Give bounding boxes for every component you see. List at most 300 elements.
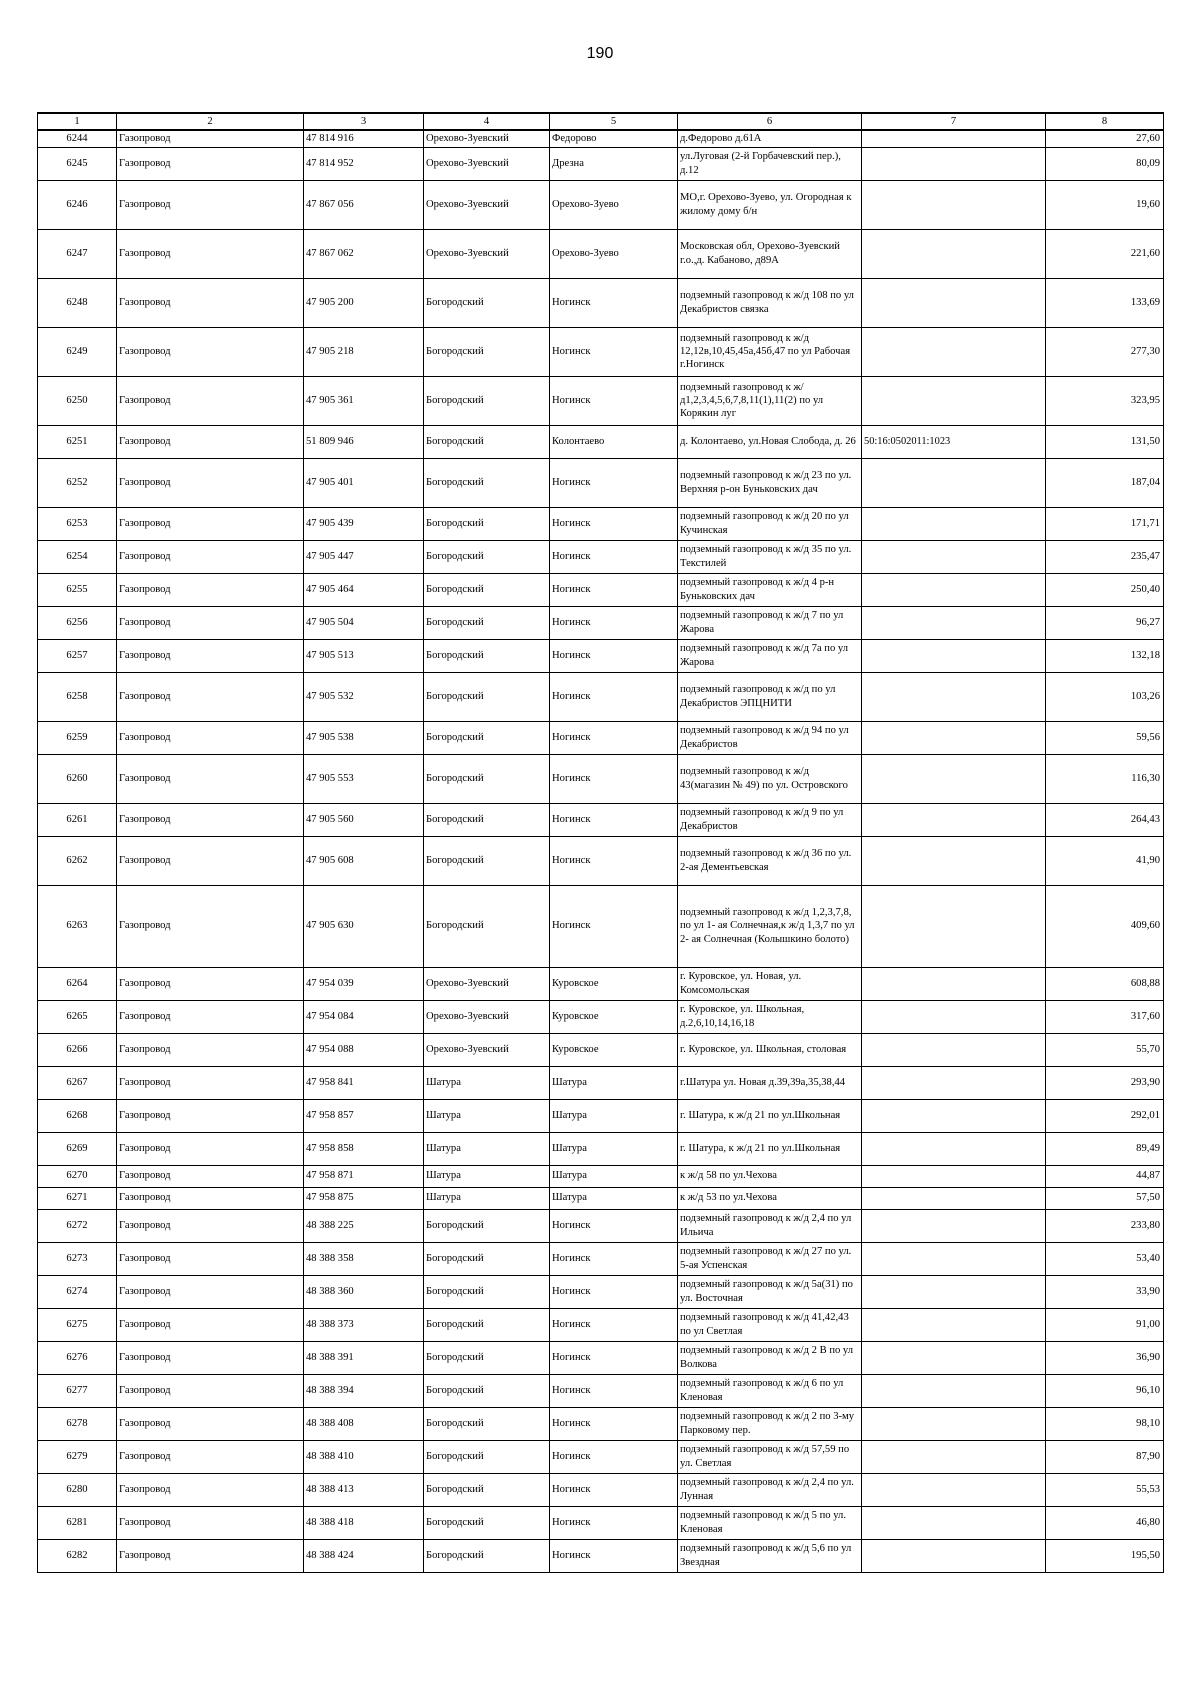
row-number: 6250 <box>38 376 117 425</box>
column-header-row <box>38 113 1164 130</box>
table-row <box>38 425 1164 458</box>
district: Шатура <box>424 1099 550 1132</box>
object-code: 48 388 358 <box>304 1242 424 1275</box>
row-number: 6270 <box>38 1165 117 1187</box>
object-type: Газопровод <box>117 1066 304 1099</box>
district: Богородский <box>424 803 550 836</box>
table-row <box>38 1132 1164 1165</box>
row-number: 6246 <box>38 180 117 229</box>
cadastral-number <box>862 1539 1046 1572</box>
cadastral-number <box>862 1132 1046 1165</box>
object-type: Газопровод <box>117 1000 304 1033</box>
table-row <box>38 885 1164 967</box>
object-code: 48 388 418 <box>304 1506 424 1539</box>
object-code: 48 388 360 <box>304 1275 424 1308</box>
object-type: Газопровод <box>117 425 304 458</box>
cadastral-number <box>862 130 1046 147</box>
cadastral-number <box>862 1165 1046 1187</box>
cadastral-number <box>862 1440 1046 1473</box>
object-code: 47 905 439 <box>304 507 424 540</box>
table-row <box>38 147 1164 180</box>
locality: Шатура <box>550 1132 678 1165</box>
address: подземный газопровод к ж/д 108 по ул Декабристов связка <box>678 278 862 327</box>
length-value: 233,80 <box>1046 1209 1164 1242</box>
table-row <box>38 967 1164 1000</box>
cadastral-number <box>862 147 1046 180</box>
locality: Ногинск <box>550 376 678 425</box>
cadastral-number <box>862 180 1046 229</box>
district: Богородский <box>424 1308 550 1341</box>
row-number: 6267 <box>38 1066 117 1099</box>
cadastral-number <box>862 1506 1046 1539</box>
length-value: 292,01 <box>1046 1099 1164 1132</box>
table-row <box>38 507 1164 540</box>
row-number: 6252 <box>38 458 117 507</box>
district: Богородский <box>424 425 550 458</box>
object-code: 47 814 952 <box>304 147 424 180</box>
district: Богородский <box>424 1275 550 1308</box>
locality: Ногинск <box>550 1209 678 1242</box>
object-code: 48 388 410 <box>304 1440 424 1473</box>
row-number: 6264 <box>38 967 117 1000</box>
object-type: Газопровод <box>117 327 304 376</box>
district: Орехово-Зуевский <box>424 967 550 1000</box>
object-type: Газопровод <box>117 229 304 278</box>
locality: Ногинск <box>550 327 678 376</box>
object-type: Газопровод <box>117 130 304 147</box>
cadastral-number <box>862 376 1046 425</box>
address: г.Шатура ул. Новая д.39,39а,35,38,44 <box>678 1066 862 1099</box>
address: МО,г. Орехово-Зуево, ул. Огородная к жилому дому б/н <box>678 180 862 229</box>
table-row <box>38 1099 1164 1132</box>
row-number: 6271 <box>38 1187 117 1209</box>
length-value: 96,10 <box>1046 1374 1164 1407</box>
table-row <box>38 1473 1164 1506</box>
length-value: 87,90 <box>1046 1440 1164 1473</box>
address: подземный газопровод к ж/д 35 по ул. Текстилей <box>678 540 862 573</box>
address: подземный газопровод к ж/д 2,4 по ул. Лунная <box>678 1473 862 1506</box>
locality: Ногинск <box>550 1374 678 1407</box>
district: Шатура <box>424 1187 550 1209</box>
cadastral-number: 50:16:0502011:1023 <box>862 425 1046 458</box>
object-type: Газопровод <box>117 1374 304 1407</box>
object-type: Газопровод <box>117 1209 304 1242</box>
object-code: 47 905 553 <box>304 754 424 803</box>
cadastral-number <box>862 1275 1046 1308</box>
table-row <box>38 721 1164 754</box>
object-code: 47 954 088 <box>304 1033 424 1066</box>
object-code: 48 388 413 <box>304 1473 424 1506</box>
locality: Ногинск <box>550 1539 678 1572</box>
row-number: 6273 <box>38 1242 117 1275</box>
object-type: Газопровод <box>117 1132 304 1165</box>
cadastral-number <box>862 1187 1046 1209</box>
address: подземный газопровод к ж/д 2 В по ул Волкова <box>678 1341 862 1374</box>
district: Богородский <box>424 1209 550 1242</box>
cadastral-number <box>862 573 1046 606</box>
address: подземный газопровод к ж/д 1,2,3,7,8, по ул 1- ая Солнечная,к ж/д 1,3,7 по ул 2- ая Солнечная (Колышкино болото) <box>678 885 862 967</box>
address: подземный газопровод к ж/д 36 по ул. 2-ая Дементьевская <box>678 836 862 885</box>
object-type: Газопровод <box>117 147 304 180</box>
column-header: 7 <box>862 113 1046 130</box>
length-value: 59,56 <box>1046 721 1164 754</box>
table-row <box>38 1341 1164 1374</box>
address: г. Шатура, к ж/д 21 по ул.Школьная <box>678 1132 862 1165</box>
length-value: 55,53 <box>1046 1473 1164 1506</box>
cadastral-number <box>862 836 1046 885</box>
locality: Ногинск <box>550 1242 678 1275</box>
object-type: Газопровод <box>117 180 304 229</box>
row-number: 6275 <box>38 1308 117 1341</box>
table-row <box>38 458 1164 507</box>
district: Богородский <box>424 540 550 573</box>
district: Орехово-Зуевский <box>424 180 550 229</box>
row-number: 6263 <box>38 885 117 967</box>
length-value: 80,09 <box>1046 147 1164 180</box>
district: Богородский <box>424 885 550 967</box>
column-header: 3 <box>304 113 424 130</box>
row-number: 6277 <box>38 1374 117 1407</box>
cadastral-number <box>862 1341 1046 1374</box>
length-value: 44,87 <box>1046 1165 1164 1187</box>
object-type: Газопровод <box>117 1308 304 1341</box>
district: Богородский <box>424 278 550 327</box>
district: Богородский <box>424 573 550 606</box>
table-row <box>38 180 1164 229</box>
row-number: 6272 <box>38 1209 117 1242</box>
table-row <box>38 1440 1164 1473</box>
district: Орехово-Зуевский <box>424 1000 550 1033</box>
row-number: 6260 <box>38 754 117 803</box>
object-type: Газопровод <box>117 803 304 836</box>
length-value: 89,49 <box>1046 1132 1164 1165</box>
row-number: 6254 <box>38 540 117 573</box>
district: Орехово-Зуевский <box>424 147 550 180</box>
table-row <box>38 1165 1164 1187</box>
row-number: 6279 <box>38 1440 117 1473</box>
locality: Шатура <box>550 1066 678 1099</box>
district: Богородский <box>424 1407 550 1440</box>
address: к ж/д 58 по ул.Чехова <box>678 1165 862 1187</box>
length-value: 98,10 <box>1046 1407 1164 1440</box>
address: г. Куровское, ул. Новая, ул. Комсомольская <box>678 967 862 1000</box>
length-value: 33,90 <box>1046 1275 1164 1308</box>
row-number: 6281 <box>38 1506 117 1539</box>
object-type: Газопровод <box>117 1539 304 1572</box>
locality: Ногинск <box>550 672 678 721</box>
locality: Ногинск <box>550 639 678 672</box>
table-row <box>38 1275 1164 1308</box>
table-row <box>38 1539 1164 1572</box>
table-body <box>38 130 1164 1572</box>
locality: Ногинск <box>550 507 678 540</box>
object-code: 47 905 447 <box>304 540 424 573</box>
length-value: 250,40 <box>1046 573 1164 606</box>
row-number: 6245 <box>38 147 117 180</box>
cadastral-number <box>862 1000 1046 1033</box>
object-code: 48 388 225 <box>304 1209 424 1242</box>
address: подземный газопровод к ж/д 5а(31) по ул. Восточная <box>678 1275 862 1308</box>
object-type: Газопровод <box>117 1275 304 1308</box>
address: подземный газопровод к ж/д 27 по ул. 5-ая Успенская <box>678 1242 862 1275</box>
row-number: 6276 <box>38 1341 117 1374</box>
table-row <box>38 1209 1164 1242</box>
cadastral-number <box>862 754 1046 803</box>
cadastral-number <box>862 1066 1046 1099</box>
length-value: 91,00 <box>1046 1308 1164 1341</box>
column-header: 5 <box>550 113 678 130</box>
district: Орехово-Зуевский <box>424 1033 550 1066</box>
length-value: 53,40 <box>1046 1242 1164 1275</box>
locality: Ногинск <box>550 573 678 606</box>
cadastral-number <box>862 1099 1046 1132</box>
column-header: 1 <box>38 113 117 130</box>
object-type: Газопровод <box>117 672 304 721</box>
cadastral-number <box>862 1374 1046 1407</box>
length-value: 19,60 <box>1046 180 1164 229</box>
object-code: 47 905 608 <box>304 836 424 885</box>
table-row <box>38 573 1164 606</box>
locality: Ногинск <box>550 836 678 885</box>
address: Московская обл, Орехово-Зуевский г.о.,д. Кабаново, д89А <box>678 229 862 278</box>
object-code: 47 954 084 <box>304 1000 424 1033</box>
cadastral-number <box>862 327 1046 376</box>
address: г. Куровское, ул. Школьная, д.2,6,10,14,16,18 <box>678 1000 862 1033</box>
locality: Ногинск <box>550 1407 678 1440</box>
row-number: 6262 <box>38 836 117 885</box>
row-number: 6265 <box>38 1000 117 1033</box>
length-value: 27,60 <box>1046 130 1164 147</box>
object-type: Газопровод <box>117 1165 304 1187</box>
row-number: 6249 <box>38 327 117 376</box>
object-code: 48 388 408 <box>304 1407 424 1440</box>
row-number: 6266 <box>38 1033 117 1066</box>
locality: Ногинск <box>550 278 678 327</box>
object-code: 47 954 039 <box>304 967 424 1000</box>
length-value: 221,60 <box>1046 229 1164 278</box>
length-value: 116,30 <box>1046 754 1164 803</box>
object-type: Газопровод <box>117 836 304 885</box>
locality: Ногинск <box>550 606 678 639</box>
locality: Куровское <box>550 967 678 1000</box>
cadastral-number <box>862 540 1046 573</box>
object-type: Газопровод <box>117 1341 304 1374</box>
address: подземный газопровод к ж/д 2 по 3-му Парковому пер. <box>678 1407 862 1440</box>
table-row <box>38 376 1164 425</box>
row-number: 6244 <box>38 130 117 147</box>
locality: Ногинск <box>550 721 678 754</box>
row-number: 6259 <box>38 721 117 754</box>
locality: Ногинск <box>550 1341 678 1374</box>
district: Богородский <box>424 836 550 885</box>
object-type: Газопровод <box>117 885 304 967</box>
object-type: Газопровод <box>117 1506 304 1539</box>
length-value: 41,90 <box>1046 836 1164 885</box>
object-type: Газопровод <box>117 1440 304 1473</box>
row-number: 6256 <box>38 606 117 639</box>
length-value: 277,30 <box>1046 327 1164 376</box>
address: подземный газопровод к ж/д 57,59 по ул. Светлая <box>678 1440 862 1473</box>
table-row <box>38 1242 1164 1275</box>
object-code: 47 905 532 <box>304 672 424 721</box>
table-row <box>38 540 1164 573</box>
cadastral-number <box>862 672 1046 721</box>
object-type: Газопровод <box>117 606 304 639</box>
district: Шатура <box>424 1165 550 1187</box>
object-code: 47 905 538 <box>304 721 424 754</box>
table-row <box>38 803 1164 836</box>
cadastral-number <box>862 803 1046 836</box>
cadastral-number <box>862 229 1046 278</box>
length-value: 187,04 <box>1046 458 1164 507</box>
table-row <box>38 1187 1164 1209</box>
row-number: 6282 <box>38 1539 117 1572</box>
object-code: 47 905 361 <box>304 376 424 425</box>
row-number: 6280 <box>38 1473 117 1506</box>
object-type: Газопровод <box>117 278 304 327</box>
row-number: 6251 <box>38 425 117 458</box>
object-type: Газопровод <box>117 1407 304 1440</box>
locality: Колонтаево <box>550 425 678 458</box>
district: Богородский <box>424 376 550 425</box>
length-value: 103,26 <box>1046 672 1164 721</box>
page-number: 190 <box>586 45 614 62</box>
cadastral-number <box>862 967 1046 1000</box>
table-row <box>38 1506 1164 1539</box>
object-code: 47 867 062 <box>304 229 424 278</box>
object-type: Газопровод <box>117 1473 304 1506</box>
address: подземный газопровод к ж/д1,2,3,4,5,6,7,8,11(1),11(2) по ул Корякин луг <box>678 376 862 425</box>
table-row <box>38 1407 1164 1440</box>
row-number: 6268 <box>38 1099 117 1132</box>
cadastral-number <box>862 639 1046 672</box>
district: Богородский <box>424 639 550 672</box>
length-value: 608,88 <box>1046 967 1164 1000</box>
table-row <box>38 1066 1164 1099</box>
district: Богородский <box>424 1539 550 1572</box>
locality: Федорово <box>550 130 678 147</box>
cadastral-number <box>862 606 1046 639</box>
row-number: 6247 <box>38 229 117 278</box>
locality: Ногинск <box>550 458 678 507</box>
object-code: 47 958 871 <box>304 1165 424 1187</box>
address: подземный газопровод к ж/д 7 по ул Жарова <box>678 606 862 639</box>
address: подземный газопровод к ж/д 43(магазин № 49) по ул. Островского <box>678 754 862 803</box>
length-value: 235,47 <box>1046 540 1164 573</box>
address: подземный газопровод к ж/д 7а по ул Жарова <box>678 639 862 672</box>
locality: Ногинск <box>550 885 678 967</box>
length-value: 264,43 <box>1046 803 1164 836</box>
object-code: 47 958 857 <box>304 1099 424 1132</box>
table-row <box>38 606 1164 639</box>
row-number: 6261 <box>38 803 117 836</box>
length-value: 133,69 <box>1046 278 1164 327</box>
object-type: Газопровод <box>117 1099 304 1132</box>
district: Орехово-Зуевский <box>424 130 550 147</box>
district: Богородский <box>424 606 550 639</box>
row-number: 6278 <box>38 1407 117 1440</box>
object-type: Газопровод <box>117 639 304 672</box>
cadastral-number <box>862 278 1046 327</box>
cadastral-number <box>862 1473 1046 1506</box>
address: подземный газопровод к ж/д 6 по ул Кленовая <box>678 1374 862 1407</box>
row-number: 6253 <box>38 507 117 540</box>
district: Богородский <box>424 458 550 507</box>
table-row <box>38 836 1164 885</box>
object-code: 48 388 373 <box>304 1308 424 1341</box>
object-code: 47 814 916 <box>304 130 424 147</box>
object-code: 48 388 424 <box>304 1539 424 1572</box>
table-row <box>38 130 1164 147</box>
district: Богородский <box>424 721 550 754</box>
object-type: Газопровод <box>117 458 304 507</box>
locality: Шатура <box>550 1099 678 1132</box>
locality: Ногинск <box>550 1506 678 1539</box>
table-row <box>38 754 1164 803</box>
object-code: 51 809 946 <box>304 425 424 458</box>
address: д. Колонтаево, ул.Новая Слобода, д. 26 <box>678 425 862 458</box>
object-code: 48 388 394 <box>304 1374 424 1407</box>
column-header: 2 <box>117 113 304 130</box>
length-value: 323,95 <box>1046 376 1164 425</box>
row-number: 6248 <box>38 278 117 327</box>
locality: Ногинск <box>550 1275 678 1308</box>
length-value: 195,50 <box>1046 1539 1164 1572</box>
address: подземный газопровод к ж/д 2,4 по ул Ильича <box>678 1209 862 1242</box>
length-value: 96,27 <box>1046 606 1164 639</box>
table-row <box>38 327 1164 376</box>
locality: Ногинск <box>550 1473 678 1506</box>
object-code: 47 905 218 <box>304 327 424 376</box>
locality: Куровское <box>550 1033 678 1066</box>
address: подземный газопровод к ж/д 94 по ул Декабристов <box>678 721 862 754</box>
cadastral-number <box>862 1308 1046 1341</box>
row-number: 6274 <box>38 1275 117 1308</box>
locality: Ногинск <box>550 803 678 836</box>
table-row <box>38 229 1164 278</box>
object-type: Газопровод <box>117 721 304 754</box>
object-code: 47 958 841 <box>304 1066 424 1099</box>
length-value: 409,60 <box>1046 885 1164 967</box>
table-row <box>38 1308 1164 1341</box>
column-header: 6 <box>678 113 862 130</box>
object-code: 47 905 464 <box>304 573 424 606</box>
district: Орехово-Зуевский <box>424 229 550 278</box>
district: Шатура <box>424 1066 550 1099</box>
address: подземный газопровод к ж/д по ул Декабристов ЭПЦНИТИ <box>678 672 862 721</box>
object-type: Газопровод <box>117 507 304 540</box>
length-value: 131,50 <box>1046 425 1164 458</box>
object-code: 47 958 858 <box>304 1132 424 1165</box>
object-code: 47 905 513 <box>304 639 424 672</box>
cadastral-number <box>862 721 1046 754</box>
column-header: 4 <box>424 113 550 130</box>
locality: Дрезна <box>550 147 678 180</box>
object-code: 48 388 391 <box>304 1341 424 1374</box>
locality: Ногинск <box>550 1440 678 1473</box>
object-code: 47 905 504 <box>304 606 424 639</box>
length-value: 55,70 <box>1046 1033 1164 1066</box>
cadastral-number <box>862 1242 1046 1275</box>
address: подземный газопровод к ж/д 23 по ул. Верхняя р-он Буньковских дач <box>678 458 862 507</box>
district: Богородский <box>424 327 550 376</box>
cadastral-number <box>862 885 1046 967</box>
object-code: 47 867 056 <box>304 180 424 229</box>
district: Богородский <box>424 754 550 803</box>
table-row <box>38 278 1164 327</box>
object-type: Газопровод <box>117 573 304 606</box>
object-type: Газопровод <box>117 754 304 803</box>
